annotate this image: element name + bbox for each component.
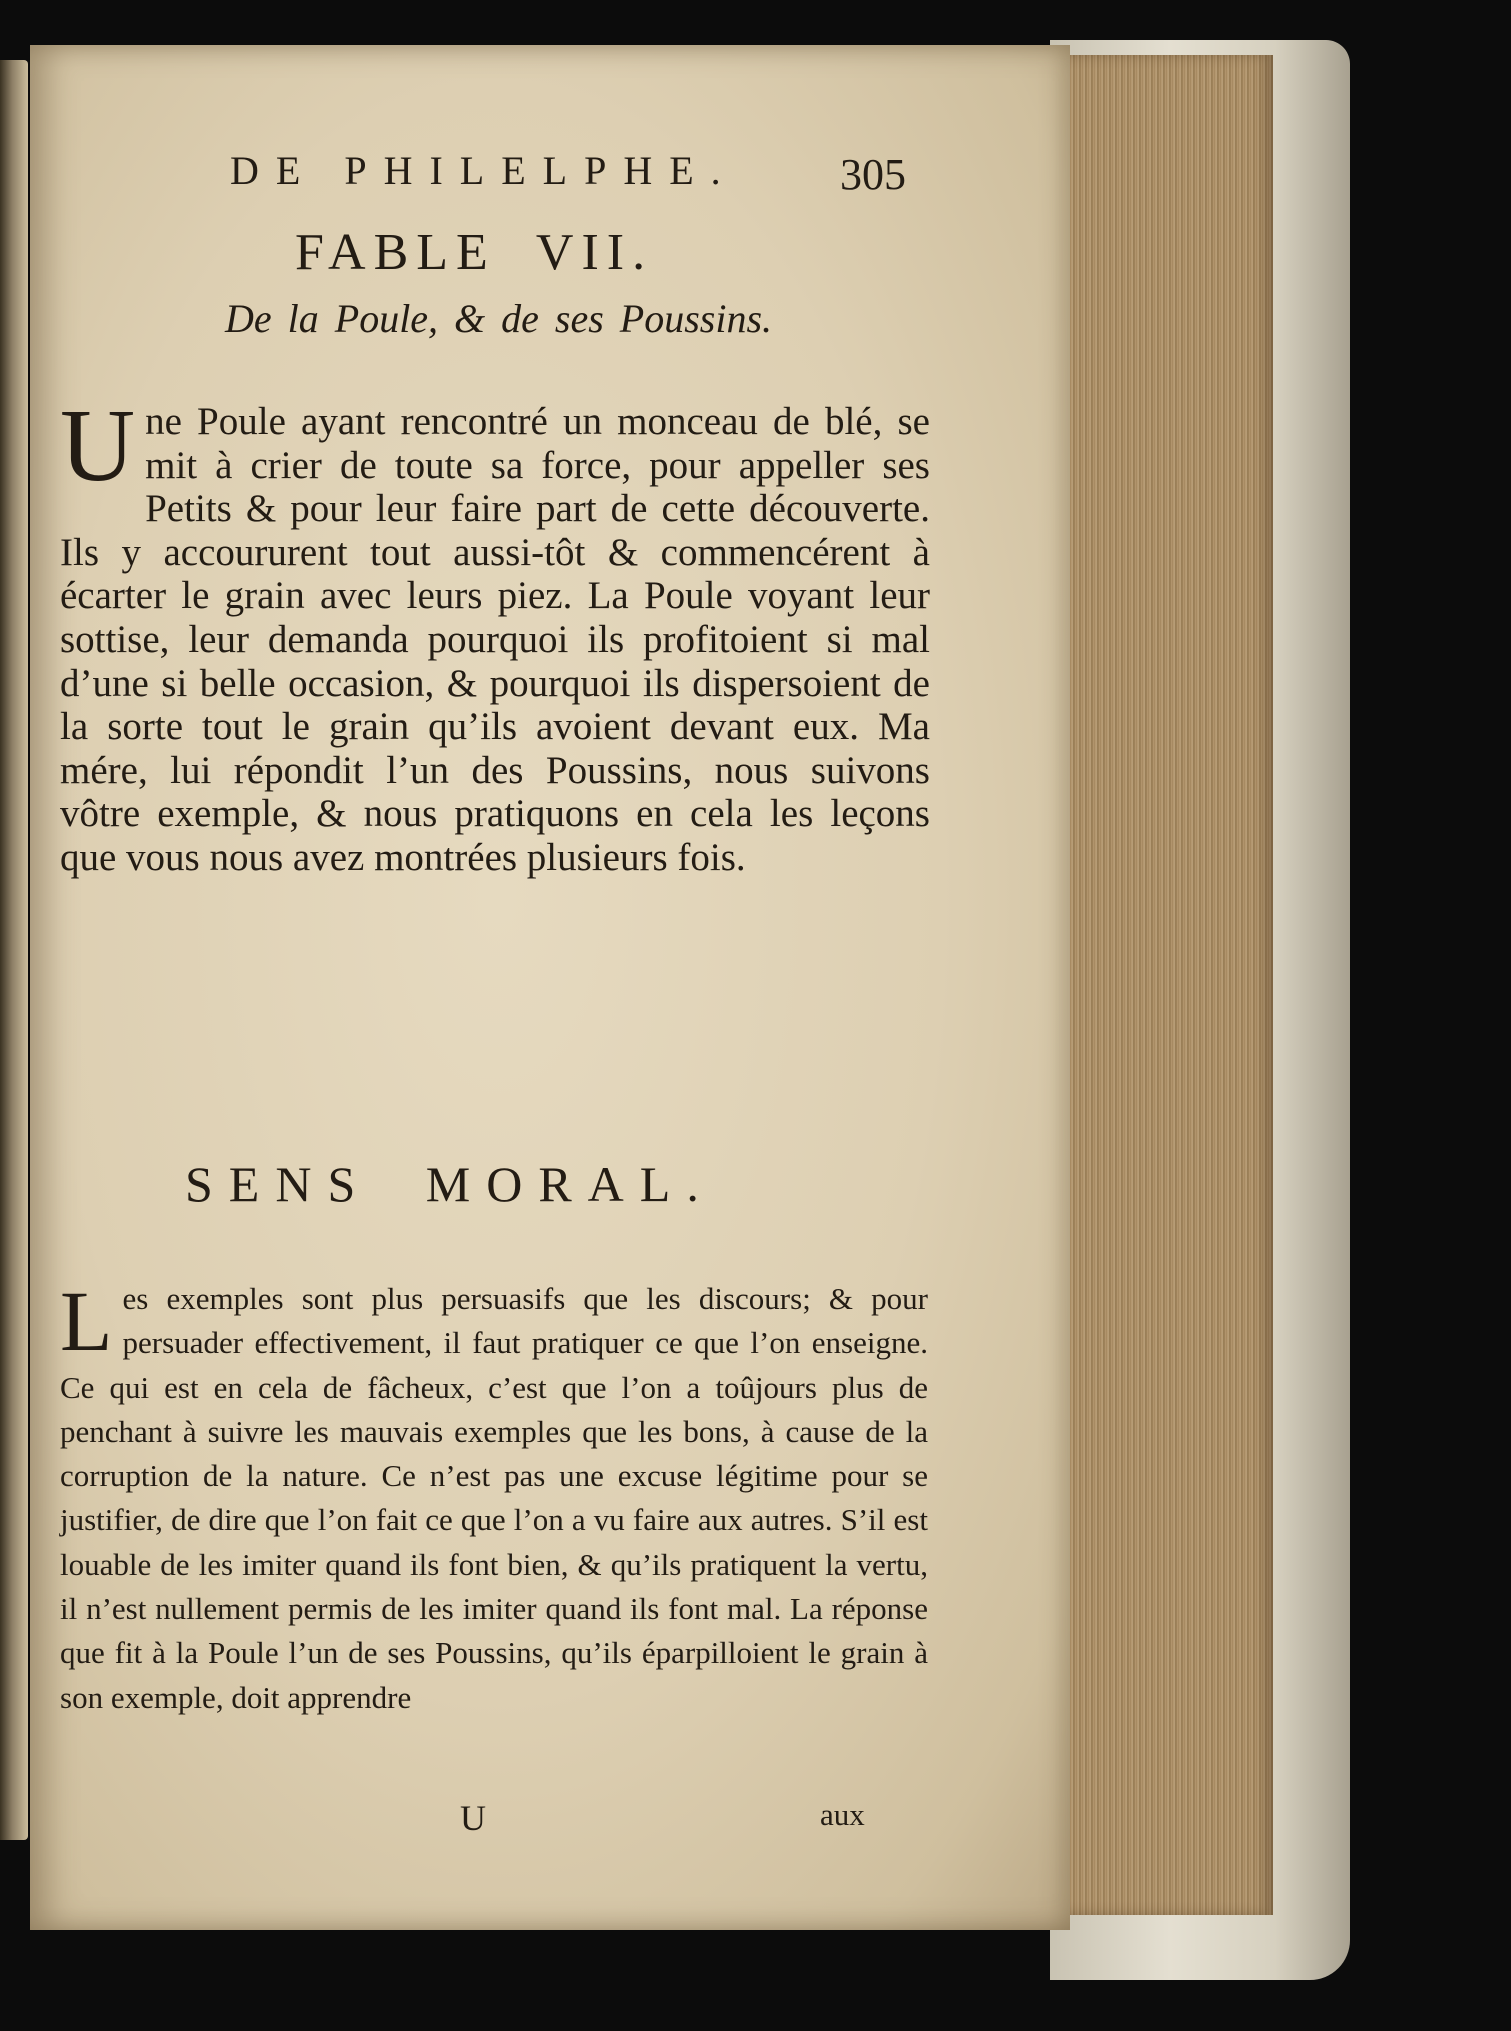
facing-page-edge xyxy=(0,60,28,1840)
signature-mark: U xyxy=(460,1798,486,1838)
fable-text xyxy=(60,388,930,880)
fable-subtitle: De la Poule, & de ses Poussins. xyxy=(225,296,773,341)
catchword: aux xyxy=(820,1797,865,1832)
page-block-edge xyxy=(1060,55,1273,1915)
fable-body-text: ne Poule ayant rencontré un monceau de blé, se mit à crier de toute sa force, pour appeller ses Petits & pour leur faire part de cette découverte. Ils y accoururent tout aussi-tôt & commencérent à écarter le grain avec leurs piez. La Poule voyant leur sottise, leur demanda pourquoi ils profitoient si mal d’une si belle occasion, & pourquoi ils dispersoient de la sorte tout le grain qu’ils avoient devant eux. Ma mére, lui répondit l’un des Poussins, nous suivons vôtre exemple, & nous pratiquons en cela les leçons que vous nous avez montrées plusieurs fois. xyxy=(60,400,930,879)
moral-text xyxy=(60,1273,928,1720)
fable-drop-cap: U xyxy=(60,388,136,503)
running-head: DE PHILELPHE. xyxy=(230,148,738,193)
moral-body-text: es exemples sont plus persuasifs que les discours; & pour persuader effectivement, il faut pratiquer ce que l’on enseigne. Ce qui est en cela de fâcheux, c’est que l’on a toûjours plus de penchant à suivre les mauvais exemples que les bons, à cause de la corruption de la nature. Ce n’est pas une excuse légitime pour se justifier, de dire que l’on fait ce que l’on a vu faire aux autres. S’il est louable de les imiter quand ils font bien, & qu’ils pratiquent la vertu, il n’est nullement permis de les imiter quand ils font mal. La réponse que fit à la Poule l’un de ses Poussins, qu’ils éparpilloient le grain à son exemple, doit apprendre xyxy=(60,1281,928,1715)
fable-title: FABLE VII. xyxy=(295,224,654,281)
page-number: 305 xyxy=(840,150,906,199)
moral-heading: SENS MORAL. xyxy=(185,1156,715,1212)
moral-drop-cap: L xyxy=(60,1273,113,1369)
book-page xyxy=(30,45,1070,1930)
